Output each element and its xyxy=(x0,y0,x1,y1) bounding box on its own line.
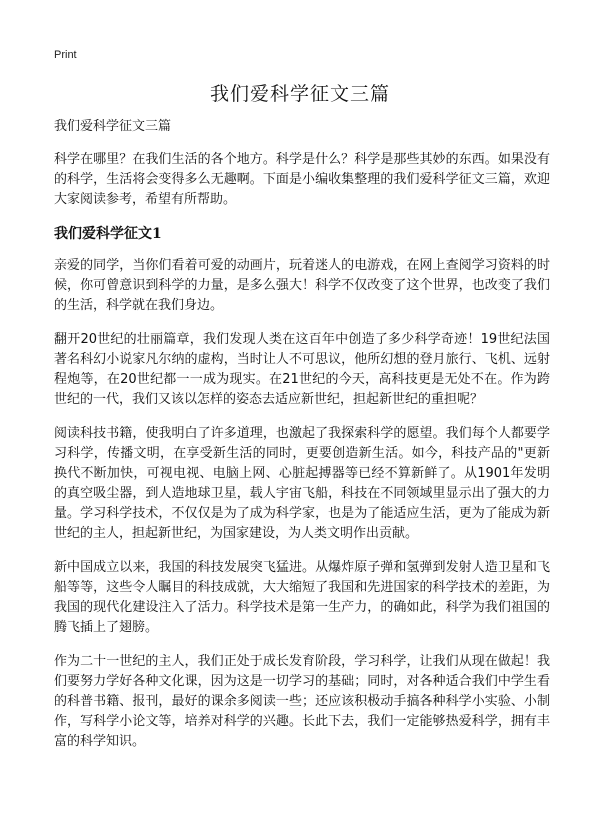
section-heading: 我们爱科学征文1 xyxy=(54,226,162,242)
body-paragraph-3: 阅读科技书籍，使我明白了许多道理，也激起了我探索科学的愿望。我们每个人都要学习科学，传播文明，在享受新生活的同时，更要创造新生活。如今，科技产品的"更新换代不断加快，可视电视、电脑上网、心脏起搏器等已经不算新鲜了。从1901年发明的真空吸尘器，到人造地球卫星，载人宇宙飞船，科技在不同领域里显示出了强大的力量。学习科学技术，不仅仅是为了成为科学家，也是为了能适应生活，更为了能成为新世纪的主人，担起新世纪，为国家建设，为人类文明作出贡献。 xyxy=(54,426,550,541)
body-paragraph-2: 翻开20世纪的壮丽篇章，我们发现人类在这百年中创造了多少科学奇迹！19世纪法国著名科幻小说家凡尔纳的虚构，当时让人不可思议，他所幻想的登月旅行、飞机、远射程炮等，在20世纪都一一成为现实。在21世纪的今天，高科技更是无处不在。作为跨世纪的一代，我们又该以怎样的姿态去适应新世纪，担起新世纪的重担呢？ xyxy=(54,332,550,407)
document-subtitle: 我们爱科学征文三篇 xyxy=(54,119,172,134)
body-paragraph-1: 亲爱的同学，当你们看着可爱的动画片，玩着迷人的电游戏，在网上查阅学习资料的时候，你可曾意识到科学的力量，是多么强大！科学不仅改变了这个世界，也改变了我们的生活，科学就在我们身边。 xyxy=(54,258,550,313)
print-link[interactable]: Print xyxy=(54,49,77,61)
page-title: 我们爱科学征文三篇 xyxy=(209,83,390,105)
document-body xyxy=(54,118,550,766)
body-paragraph-5: 作为二十一世纪的主人，我们正处于成长发育阶段，学习科学，让我们从现在做起！我们要努力学好各种文化课，因为这是一切学习的基础；同时，对各种适合我们中学生看的科普书籍、报刊，最好的课余多阅读一些；还应该积极动手搞各种科学小实验、小制作，写科学小论文等，培养对科学的兴趣。长此下去，我们一定能够热爱科学，拥有丰富的科学知识。 xyxy=(54,654,550,749)
body-paragraph-4: 新中国成立以来，我国的科技发展突飞猛进。从爆炸原子弹和氢弹到发射人造卫星和飞船等等，这些令人瞩目的科技成就，大大缩短了我国和先进国家的科学技术的差距，为我国的现代化建设注入了活力。科学技术是第一生产力，的确如此，科学为我们祖国的腾飞插上了翅膀。 xyxy=(54,560,550,635)
intro-paragraph: 科学在哪里？在我们生活的各个地方。科学是什么？科学是那些其妙的东西。如果没有的科学，生活将会变得多么无趣啊。下面是小编收集整理的我们爱科学征文三篇，欢迎大家阅读参考，希望有所帮助。 xyxy=(54,152,550,207)
